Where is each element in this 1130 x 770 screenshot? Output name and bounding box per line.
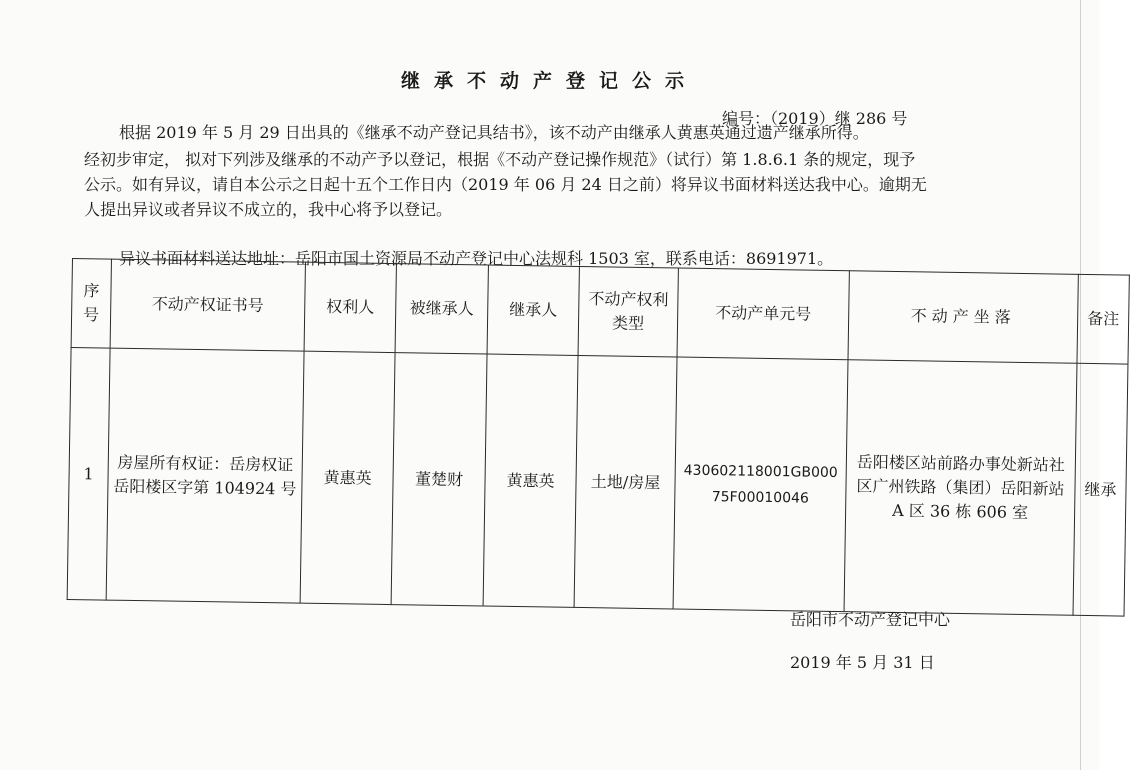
cell-decedent: 董楚财	[391, 353, 487, 606]
cell-heir: 黄惠英	[483, 354, 578, 607]
header-seq: 序号	[71, 259, 111, 349]
cell-seq: 1	[67, 347, 110, 600]
cell-certificate-no: 房屋所有权证：岳房权证岳阳楼区字第 104924 号	[106, 348, 304, 603]
header-certificate-no: 不动产权证书号	[110, 259, 305, 351]
registration-table	[67, 258, 1130, 617]
issuing-organization: 岳阳市不动产登记中心	[790, 610, 951, 629]
header-location: 不动产坐落	[848, 271, 1078, 364]
issue-date: 2019 年 5 月 31 日	[790, 653, 935, 672]
header-unit-number: 不动产单元号	[677, 268, 849, 360]
document-number: 编号：（2019）继 286 号	[722, 109, 908, 128]
cell-note: 继承	[1073, 363, 1128, 616]
table-header-row	[71, 259, 1129, 365]
body-paragraph-line-1: 根据 2019 年 5 月 29 日出具的《继承不动产登记具结书》，该不动产由继承人黄惠英通过遗产继承所得。	[119, 123, 869, 142]
cell-unit-number: 430602118001GB00075F00010046	[673, 357, 848, 612]
table-row	[67, 347, 1128, 616]
objection-address-line: 异议书面材料送达地址：岳阳市国土资源局不动产登记中心法规科 1503 室，联系电话：8691971。	[119, 249, 834, 268]
registration-table-wrapper	[67, 258, 1120, 615]
header-heir: 继承人	[487, 265, 579, 355]
cell-right-type: 土地/房屋	[574, 355, 677, 609]
cell-right-holder: 黄惠英	[300, 351, 395, 604]
body-paragraph-line-4: 人提出异议或者异议不成立的，我中心将予以登记。	[84, 200, 453, 219]
cell-location: 岳阳楼区站前路办事处新站社区广州铁路（集团）岳阳新站 A 区 36 栋 606 室	[844, 360, 1077, 616]
header-right-holder: 权利人	[304, 262, 396, 352]
header-right-type: 不动产权利类型	[578, 266, 678, 357]
body-paragraph-line-2: 经初步审定， 拟对下列涉及继承的不动产予以登记，根据《不动产登记操作规范》（试行）第 1.8.6.1 条的规定，现予	[84, 150, 916, 169]
header-decedent: 被继承人	[395, 264, 488, 354]
header-note: 备注	[1077, 274, 1129, 364]
document-title: 继承不动产登记公示	[400, 70, 698, 92]
body-paragraph-line-3: 公示。如有异议，请自本公示之日起十五个工作日内（2019 年 06 月 24 日之前）将异议书面材料送达我中心。逾期无	[84, 175, 927, 194]
